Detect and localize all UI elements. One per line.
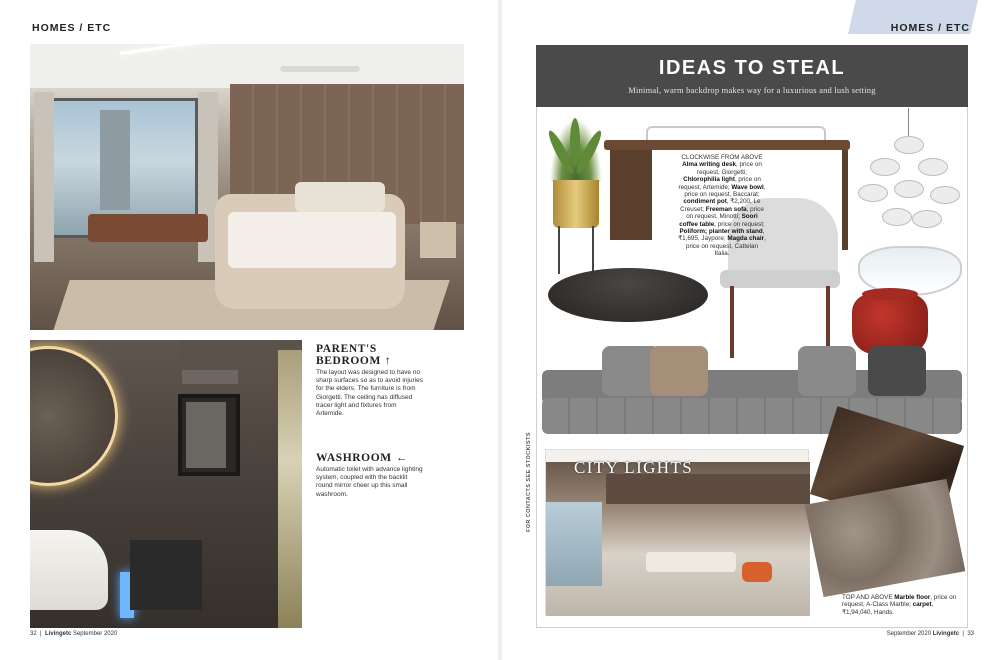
- credit-item-name: Poliform; planter with stand: [679, 228, 763, 236]
- soori-coffee-table: [548, 268, 708, 322]
- credit-item-name: Chlorophilia light: [683, 176, 735, 184]
- curtain-left: [34, 92, 54, 262]
- spread-orange-chair: [742, 562, 772, 582]
- credit-item-detail: , ₹1,94,040, Hands.: [842, 601, 934, 616]
- parents-bedroom-photo: [30, 44, 464, 330]
- condiment-pot-lid: [862, 288, 918, 300]
- marble-wall: [278, 350, 302, 628]
- credit-item-name: Wave bowl: [731, 183, 764, 191]
- credit-item-name: Soori coffee table: [679, 213, 758, 228]
- bed-pillows: [295, 182, 385, 212]
- sofa-cushion: [650, 346, 708, 396]
- credit-item-detail: , price on request, A-Class Marble;: [842, 594, 957, 609]
- chlorophilia-light: [856, 108, 962, 244]
- sofa-cushion: [798, 346, 856, 396]
- credit-item-detail: , ₹1,695, Jaypore;: [678, 228, 765, 243]
- plant-leaf: [570, 118, 580, 166]
- arrow-up-icon: ↑: [384, 355, 392, 367]
- leather-sofa: [88, 214, 208, 242]
- lamp-leaf: [912, 210, 942, 228]
- ceiling-fan: [280, 66, 360, 72]
- washroom-caption: [316, 452, 424, 499]
- spread-window: [546, 502, 602, 586]
- lamp-leaf: [894, 180, 924, 198]
- city-tower: [100, 110, 130, 210]
- folio-left: 32 | Livingetc September 2020: [30, 631, 118, 637]
- credit-item-detail: , price on request;: [714, 220, 765, 228]
- credits-lead: CLOCKWISE FROM ABOVE: [681, 154, 763, 161]
- spine-gutter: [497, 0, 503, 660]
- credit-item-name: Freeman sofa: [705, 205, 747, 213]
- washroom-title: WASHROOM: [316, 452, 392, 464]
- planter-stand: [558, 226, 594, 274]
- condiment-pot: [852, 294, 928, 354]
- credits-clockwise: [678, 154, 766, 258]
- credit-item-detail: , price on request, Baccarat;: [684, 183, 766, 199]
- credit-item-name: condiment pot: [683, 198, 727, 206]
- lamp-leaf: [918, 158, 948, 176]
- credits-lead: TOP AND ABOVE: [842, 594, 893, 601]
- section-tag-left: HOMES / ETC: [32, 22, 112, 34]
- desk-rail: [646, 126, 826, 140]
- credit-item-detail: , price on request, Minotti;: [686, 205, 764, 221]
- credit-item-detail: , price on request, Giorgetti;: [696, 161, 762, 176]
- nightstand: [420, 222, 456, 258]
- spread-title: CITY LIGHTS: [574, 458, 694, 477]
- parents-bedroom-caption: [316, 343, 424, 418]
- ideas-title: IDEAS TO STEAL: [658, 57, 846, 79]
- folio-right: September 2020 Livingetc | 33: [886, 631, 974, 637]
- arrow-left-icon: ←: [395, 452, 408, 464]
- city-lights-photo: [546, 462, 810, 616]
- spread-sofa: [646, 552, 736, 572]
- credit-item-name: Alma writing desk: [682, 161, 736, 169]
- credit-item-name: carpet: [912, 601, 932, 609]
- spread-ceiling: [606, 474, 810, 504]
- credit-item-name: Magda chair: [727, 235, 765, 243]
- credit-item-name: Marble floor: [894, 594, 931, 601]
- planter-pot: [553, 180, 599, 228]
- automatic-toilet: [130, 540, 202, 610]
- ideas-banner: [536, 45, 968, 107]
- sofa-cushion: [868, 346, 926, 396]
- credit-item-detail: , price on request, Artemide;: [678, 176, 761, 191]
- credit-item-detail: , price on request, Cattelan Italia.: [685, 235, 766, 258]
- lamp-leaf: [894, 136, 924, 154]
- magazine-spread: [545, 449, 809, 615]
- section-tag-right: HOMES / ETC: [890, 22, 970, 34]
- credit-item-detail: , ₹2,200, Le Creuset;: [680, 198, 761, 213]
- lamp-cord: [908, 108, 909, 138]
- ideas-subtitle: Minimal, warm backdrop makes way for a luxurious and lush setting: [628, 85, 876, 95]
- issue-date-left: September 2020: [72, 631, 118, 637]
- page-number-left: 32: [30, 631, 37, 637]
- lamp-leaf: [870, 158, 900, 176]
- washroom-body: Automatic toilet with advance lighting system, coupled with the backlit round mirror cheer up this small washroom.: [316, 466, 423, 498]
- parents-bedroom-title: PARENT'S BEDROOM: [316, 343, 381, 367]
- brand-name-right: Livingetc: [932, 631, 960, 637]
- lamp-leaf: [858, 184, 888, 202]
- wash-basin: [30, 530, 108, 610]
- brand-name-left: Livingetc: [44, 631, 72, 637]
- bed-sheet: [228, 212, 396, 268]
- bedroom-ceiling: [30, 44, 464, 88]
- desk-top: [604, 140, 850, 150]
- window-pane: [186, 402, 226, 468]
- desk-drawer: [610, 150, 652, 240]
- lamp-leaf: [930, 186, 960, 204]
- washroom-vent: [182, 370, 238, 384]
- page-number-right: 33: [967, 631, 974, 637]
- chlorophytum-plant: [550, 118, 602, 182]
- lamp-leaf: [882, 208, 912, 226]
- parents-bedroom-body: The layout was designed to have no sharp surfaces so as to avoid injuries for the elders. The furniture is from Giorgetti. The ceiling has diffused tracer light and fixtures from Artemide.: [316, 369, 423, 418]
- washroom-photo: [30, 340, 302, 628]
- credits-top-and-above: [842, 594, 962, 616]
- spread-kicker: Home of the Month: [600, 453, 639, 458]
- backlit-round-mirror: [30, 346, 118, 486]
- issue-date-right: September 2020: [886, 631, 932, 637]
- desk-leg: [842, 150, 848, 250]
- for-contacts-label: FOR CONTACTS SEE STOCKISTS: [526, 432, 532, 532]
